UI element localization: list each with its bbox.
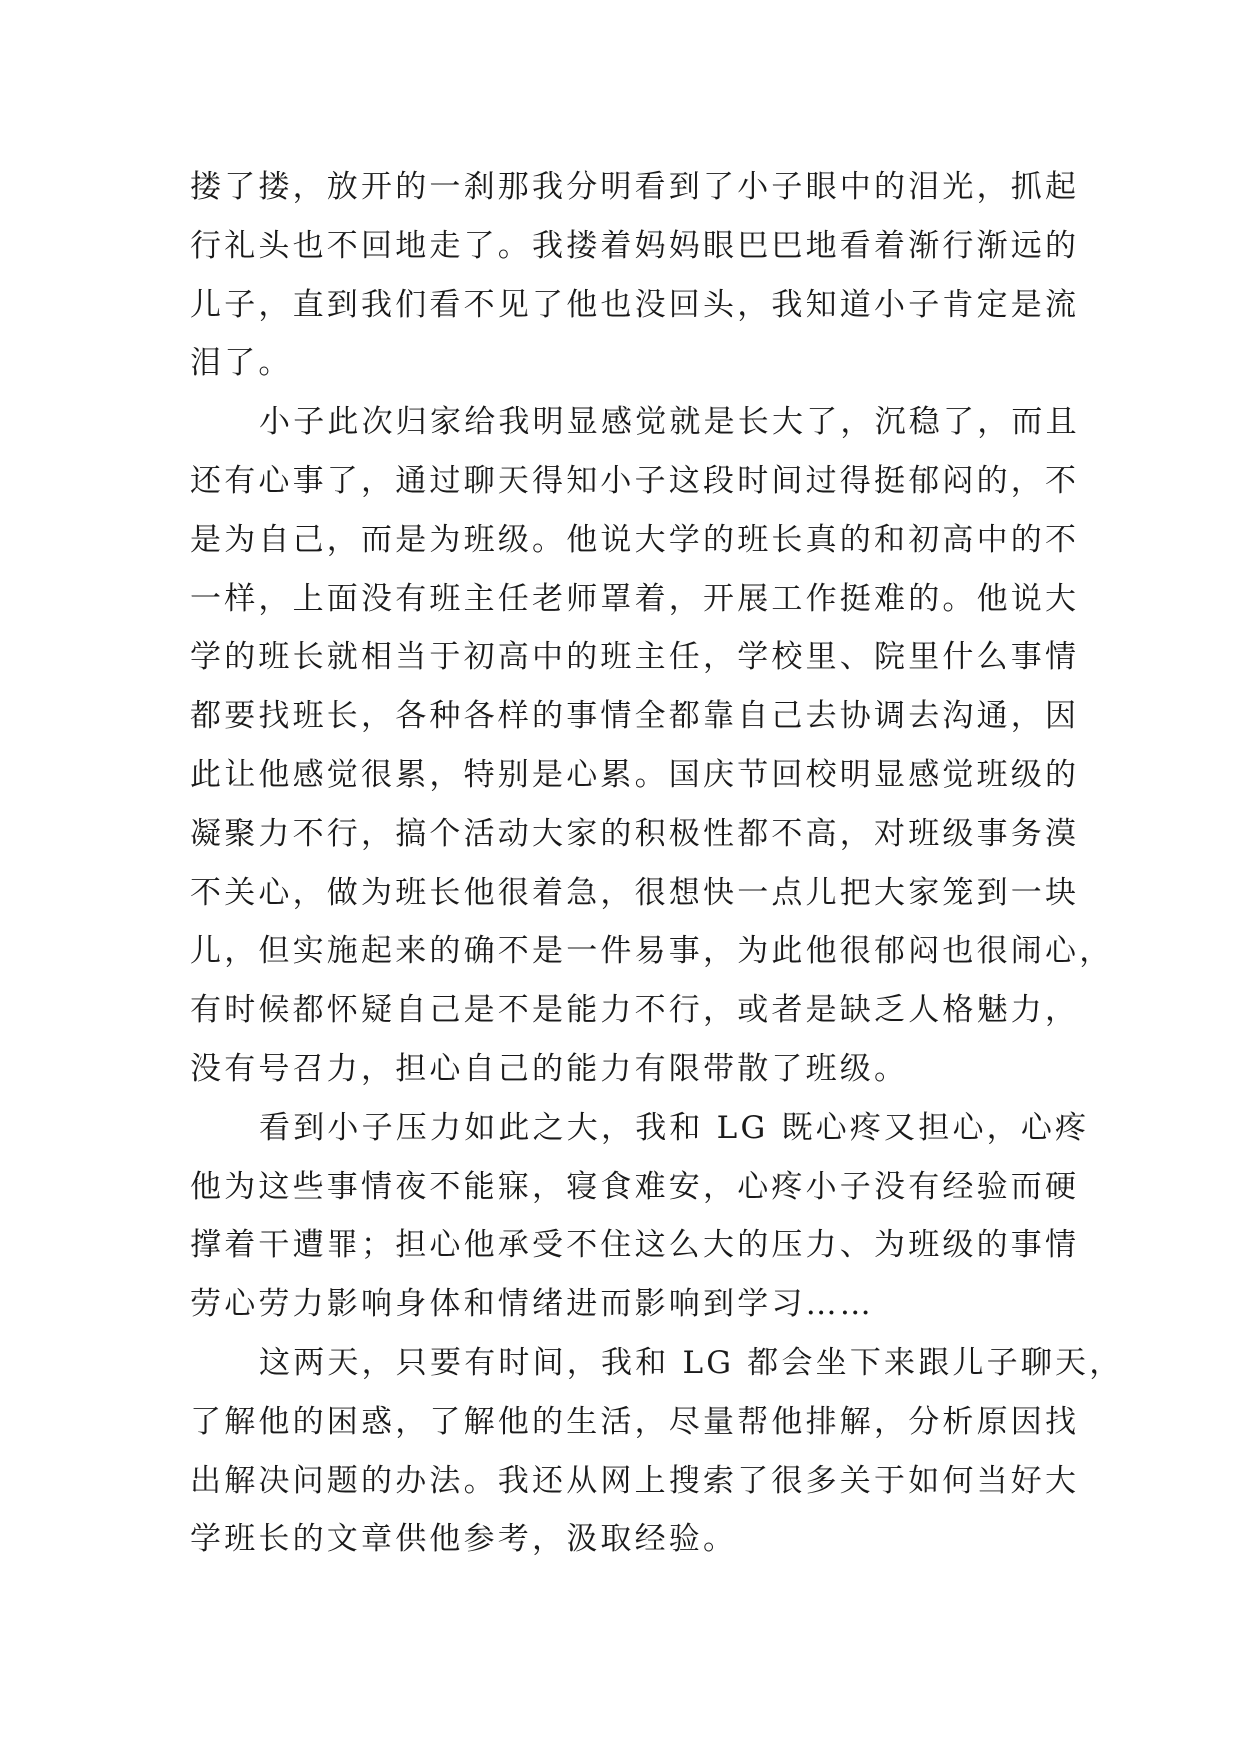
text-line: 出解决问题的办法。我还从网上搜索了很多关于如何当好大 <box>190 1462 1080 1499</box>
text-line: 此让他感觉很累，特别是心累。国庆节回校明显感觉班级的 <box>190 756 1080 793</box>
text-line: 没有号召力，担心自己的能力有限带散了班级。 <box>190 1050 909 1087</box>
text-line: 不关心，做为班长他很着急，很想快一点儿把大家笼到一块 <box>190 874 1080 911</box>
text-line: 看到小子压力如此之大，我和 LG 既心疼又担心，心疼 <box>259 1109 1090 1146</box>
text-line: 是为自己，而是为班级。他说大学的班长真的和初高中的不 <box>190 521 1080 558</box>
text-line: 学班长的文章供他参考，汲取经验。 <box>190 1521 738 1558</box>
text-line: 了解他的困惑，了解他的生活，尽量帮他排解，分析原因找 <box>190 1403 1080 1440</box>
text-line: 泪了。 <box>190 345 293 382</box>
text-line: 这两天，只要有时间，我和 LG 都会坐下来跟儿子聊天， <box>259 1344 1124 1381</box>
text-line: 都要找班长，各种各样的事情全都靠自己去协调去沟通，因 <box>190 698 1080 735</box>
text-line: 凝聚力不行，搞个活动大家的积极性都不高，对班级事务漠 <box>190 815 1080 852</box>
text-line: 儿，但实施起来的确不是一件易事，为此他很郁闷也很闹心， <box>190 933 1114 970</box>
text-line: 撑着干遭罪；担心他承受不住这么大的压力、为班级的事情 <box>190 1227 1080 1264</box>
text-line: 还有心事了，通过聊天得知小子这段时间过得挺郁闷的，不 <box>190 462 1080 499</box>
text-line: 他为这些事情夜不能寐，寝食难安，心疼小子没有经验而硬 <box>190 1168 1080 1205</box>
text-line: 行礼头也不回地走了。我搂着妈妈眼巴巴地看着渐行渐远的 <box>190 227 1080 264</box>
text-line: 有时候都怀疑自己是不是能力不行，或者是缺乏人格魅力， <box>190 992 1080 1029</box>
text-line: 儿子，直到我们看不见了他也没回头，我知道小子肯定是流 <box>190 286 1080 323</box>
text-line: 劳心劳力影响身体和情绪进而影响到学习…… <box>190 1286 874 1323</box>
body-text <box>190 158 1124 1569</box>
text-line: 搂了搂，放开的一刹那我分明看到了小子眼中的泪光，抓起 <box>190 169 1080 205</box>
text-line: 小子此次归家给我明显感觉就是长大了，沉稳了，而且 <box>259 404 1080 441</box>
text-line: 学的班长就相当于初高中的班主任，学校里、院里什么事情 <box>190 639 1080 676</box>
text-line: 一样，上面没有班主任老师罩着，开展工作挺难的。他说大 <box>190 580 1080 617</box>
